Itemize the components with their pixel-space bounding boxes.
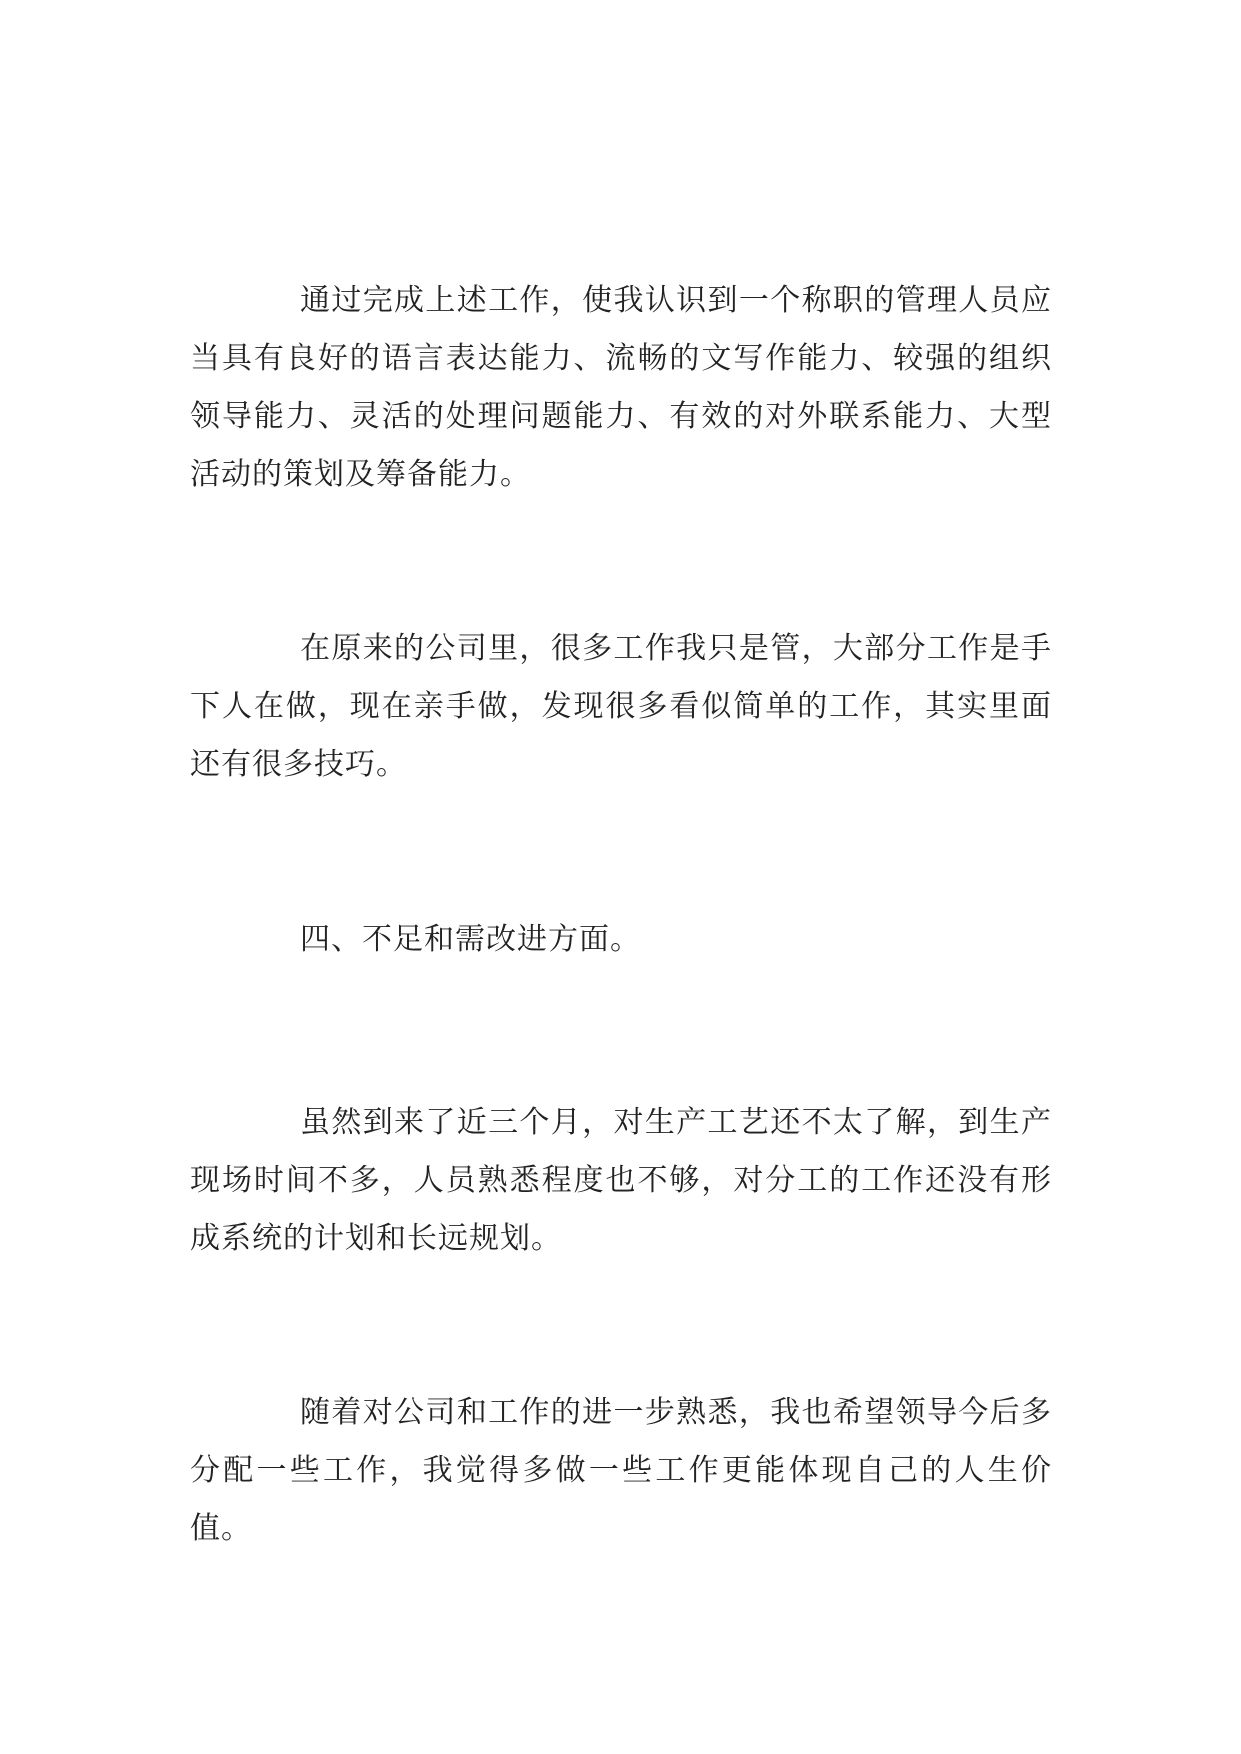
paragraph-hopes: 随着对公司和工作的进一步熟悉，我也希望领导今后多分配一些工作，我觉得多做一些工作更能体现自己的人生价值。 [190,1395,1052,1546]
section-heading-shortcomings: 四、不足和需改进方面。 [300,922,641,957]
paragraph-previous-company: 在原来的公司里，很多工作我只是管，大部分工作是手下人在做，现在亲手做，发现很多看似简单的工作，其实里面还有很多技巧。 [190,631,1052,782]
paragraph-shortcomings: 虽然到来了近三个月，对生产工艺还不太了解，到生产现场时间不多，人员熟悉程度也不够，对分工的工作还没有形成系统的计划和长远规划。 [190,1105,1052,1256]
paragraph-work-abilities: 通过完成上述工作，使我认识到一个称职的管理人员应当具有良好的语言表达能力、流畅的文写作能力、较强的组织领导能力、灵活的处理问题能力、有效的对外联系能力、大型活动的策划及筹备能力。 [190,283,1052,492]
